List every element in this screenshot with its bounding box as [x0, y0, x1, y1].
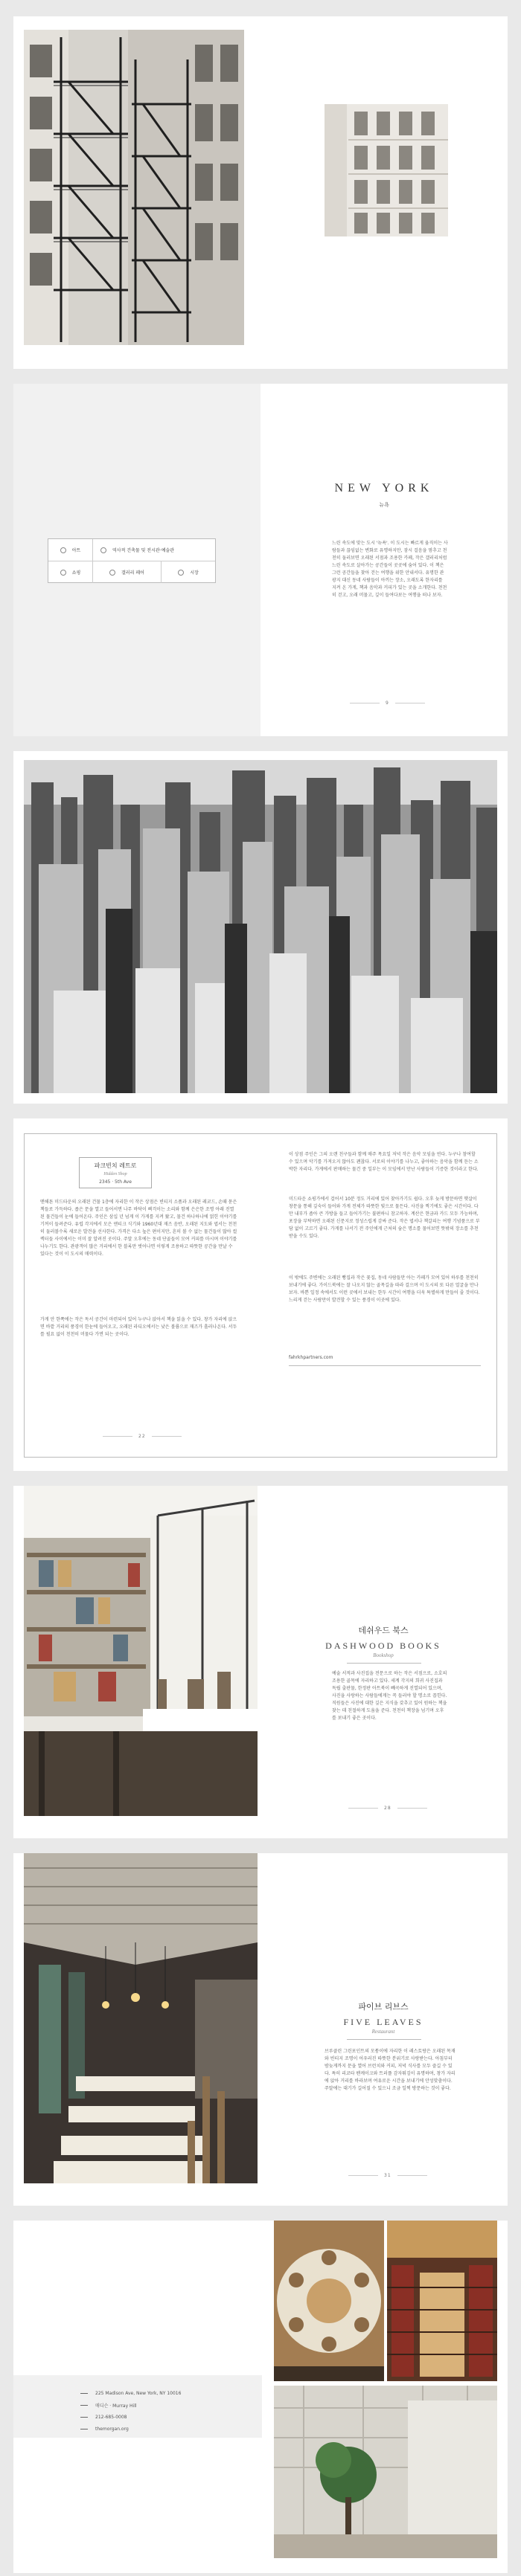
info-row-subway: 매디슨 · Murray Hill	[80, 2399, 262, 2411]
divider	[152, 1436, 182, 1437]
restaurant-title-en: FIVE LEAVES	[343, 2017, 423, 2027]
restaurant-interior-photo	[24, 1853, 258, 2183]
info-row-phone: 212-685-0008	[80, 2411, 262, 2423]
restaurant-title: 파이브 리브스	[358, 2002, 409, 2012]
page-number: 28	[348, 1806, 427, 1811]
page-number: 9	[350, 701, 425, 706]
divider	[397, 1808, 427, 1809]
body-text-col1: 맨해튼 미드타운의 오래된 건물 1층에 자리한 이 작은 상점은 빈티지 소품과 오래된 레코드, 손때 묻은 책들로 가득하다. 좁은 문을 열고 들어서면 나무 바닥이 삐걱이는 소리와 함께 은은한 조명 아래 진열된 물건들이 눈에 들어온다. 주인은 삼십 년 넘게 이 가게를 지켜 왔고, 물건 하나하나에 얽힌 이야기를 기꺼이 들려준다. 유럽 각지에서 모은 앤티크 식기와 1960년대 재즈 음반, 오래된 지도와 엽서는 천천히 둘러볼수록 새로운 발견을 선사한다. 가격은 다소 높은 편이지만, 흔히 볼 수 없는 물건들이 많아 컬렉터들 사이에서는 이미 잘 알려진 곳이다. 주말 오후에는 동네 단골들이 모여 커피를 마시며 이야기를 나누기도 한다. 관광객이 많은 거리에서 한 블록만 벗어나면 이렇게 조용하고 따뜻한 공간을 만날 수 있다는 것이 이 도시의 매력이다.	[40, 1200, 237, 1257]
body-text-col2b: 미드타운 쇼핑가에서 걸어서 10분 정도 거리에 있어 찾아가기도 쉽다. 오후 늦게 방문하면 햇살이 창문을 통해 깊숙이 들어와 가게 전체가 따뜻한 빛으로 물든다. 사진을 찍기에도 좋은 시간이다. 다만 내부가 좁아 큰 가방을 들고 들어가기는 불편하니 참고하자. 계산은 현금과 카드 모두 가능하며, 포장을 부탁하면 오래된 신문지로 정성스럽게 감싸 준다. 작은 엽서나 책갈피는 여행 기념품으로 부담 없이 고르기 좋다. 가게를 나서기 전 주인에게 근처의 숨은 명소를 물어보면 뜻밖의 장소를 추천받을 수도 있다.	[289, 1197, 480, 1239]
shop-title-en: DASHWOOD BOOKS	[325, 1640, 441, 1651]
shop-title: 파크빈치 레트로	[94, 1162, 137, 1169]
spread-6	[13, 1853, 508, 2206]
spread-7	[13, 2221, 508, 2573]
divider	[348, 1808, 378, 1809]
intro-text: 느린 속도에 맞는 도시 '뉴욕'. 이 도시는 빠르게 움직이는 사람들과 끊임없는 변화로 유명하지만, 잠시 걸음을 멈추고 천천히 둘러보면 오래된 서점과 조용한 카페, 작은 갤러리처럼 느린 속도로 살아가는 공간들이 곳곳에 숨어 있다. 이 책은 그런 공간들을 찾아 걷는 여행을 위한 안내서다. 유명한 관광지 대신 동네 사람들이 아끼는 장소, 오래도록 한자리를 지켜 온 가게, 책과 음악과 커피가 있는 곳을 소개한다. 천천히 걷고, 오래 머물고, 깊이 들여다보는 여행을 떠나 보자.	[332, 541, 448, 598]
circle-icon	[178, 570, 184, 576]
page-number-left: 22	[103, 1434, 182, 1439]
body-text-col2c: 이 밖에도 주변에는 오래된 빵집과 작은 꽃집, 동네 사람들만 아는 카페가 모여 있어 하루를 천천히 보내기에 좋다. 가이드북에는 잘 나오지 않는 골목길을 따라 걸으며 이 도시의 또 다른 얼굴을 만나 보자. 바쁜 일정 속에서도 이런 곳에서 보내는 한두 시간이 여행을 더욱 특별하게 만들어 줄 것이다. 느리게 걷는 사람만이 발견할 수 있는 풍경이 이곳에 있다.	[289, 1275, 480, 1303]
divider	[397, 2175, 427, 2176]
web-icon	[80, 2429, 88, 2430]
legend-row-1	[48, 539, 215, 561]
fire-escape-photo	[24, 30, 244, 345]
spread-3	[13, 751, 508, 1104]
info-row-web[interactable]: themorgan.org	[80, 2423, 262, 2435]
body-text-col1b: 가게 안 한쪽에는 작은 독서 공간이 마련되어 있어 누구나 앉아서 책을 읽을 수 있다. 창가 자리에 앉으면 바깥 거리의 풍경이 한눈에 들어오고, 오래된 라디오에서는 낮은 볼륨으로 재즈가 흘러나온다. 서두를 필요 없이 천천히 머물다 가면 되는 곳이다.	[40, 1317, 237, 1337]
shop-category: Bookshop	[373, 1652, 394, 1658]
divider	[347, 1663, 421, 1664]
page-number: 31	[348, 2173, 427, 2178]
page-title: NEW YORK	[334, 482, 434, 495]
circle-icon	[109, 570, 115, 576]
legend-cell: 시장	[162, 561, 215, 583]
website-link[interactable]: fahrkhpartners.com	[289, 1355, 333, 1360]
manhattan-skyline-photo	[24, 760, 497, 1093]
body-text-col2: 이 상점 주인은 그의 오랜 친구들과 함께 매주 목요일 저녁 작은 음악 모임을 연다. 누구나 참여할 수 있으며 악기를 가져오지 않아도 괜찮다. 서로의 이야기를 나누고, 좋아하는 음악을 함께 듣는 소박한 자리다. 가게에서 판매하는 물건 중 일부는 이 모임에서 만난 사람들이 기증한 것이라고 한다.	[289, 1152, 479, 1172]
legend-box	[48, 538, 216, 583]
legend-cell: 갤러리 페어	[93, 561, 162, 583]
legend-row-2	[48, 561, 215, 583]
circle-icon	[100, 547, 106, 553]
info-panel	[13, 2375, 262, 2438]
divider	[289, 1365, 481, 1366]
restaurant-description: 브루클린 그린포인트의 모퉁이에 자리한 이 레스토랑은 오래된 목재와 빈티지 조명이 어우러진 따뜻한 분위기로 사랑받는다. 아침부터 밤늦게까지 문을 열어 브런치와 커피, 저녁 식사를 모두 즐길 수 있다. 특히 리코타 팬케이크와 트러플 감자튀김이 유명하며, 창가 자리에 앉아 거리를 바라보며 여유로운 시간을 보내기에 안성맞춤이다. 주말에는 대기가 길어질 수 있으니 조금 일찍 방문하는 것이 좋다.	[325, 2049, 456, 2091]
building-facade-photo	[325, 104, 448, 236]
legend-cell: 역사적 건축물 및 전시관·예술관	[93, 539, 215, 561]
page-subtitle: 뉴욕	[379, 502, 389, 508]
shop-description: 예술 서적과 사진집을 전문으로 하는 작은 서점으로, 소호의 조용한 골목에 자리하고 있다. 세계 각지의 희귀 사진집과 독립 출판물, 한정판 아트북이 빼곡하게 진열되어 있으며, 사진을 사랑하는 사람들에게는 꼭 들러야 할 명소로 꼽힌다. 직원들은 사진에 대한 깊은 지식을 갖추고 있어 원하는 책을 찾는 데 친절하게 도움을 준다. 천천히 책장을 넘기며 오후를 보내기 좋은 곳이다.	[332, 1671, 447, 1721]
bookshop-interior-photo	[24, 1486, 258, 1816]
shop-title-en: Hidden Shop	[103, 1172, 127, 1176]
spread-5	[13, 1486, 508, 1838]
circle-icon	[60, 570, 66, 576]
shop-title: 데쉬우드 북스	[358, 1626, 409, 1635]
restaurant-category: Restaurant	[371, 2029, 395, 2035]
library-shelves-photo	[387, 2221, 497, 2381]
info-row-address: 225 Madison Ave, New York, NY 10016	[80, 2387, 262, 2399]
legend-cell: 아트	[48, 539, 93, 561]
subway-icon	[80, 2405, 88, 2406]
spread-4	[13, 1118, 508, 1471]
divider	[103, 1436, 132, 1437]
circle-icon	[60, 547, 66, 553]
shop-address: 2345 · 5th Ave	[99, 1179, 132, 1185]
spread-2	[13, 384, 508, 736]
pin-icon	[80, 2393, 88, 2394]
divider	[347, 2039, 421, 2040]
divider	[348, 2175, 378, 2176]
library-dome-photo	[274, 2221, 384, 2381]
title-box	[79, 1157, 152, 1188]
phone-icon	[80, 2417, 88, 2418]
spread-1	[13, 16, 508, 369]
atrium-photo	[274, 2386, 497, 2558]
legend-cell: 쇼핑	[48, 561, 93, 583]
